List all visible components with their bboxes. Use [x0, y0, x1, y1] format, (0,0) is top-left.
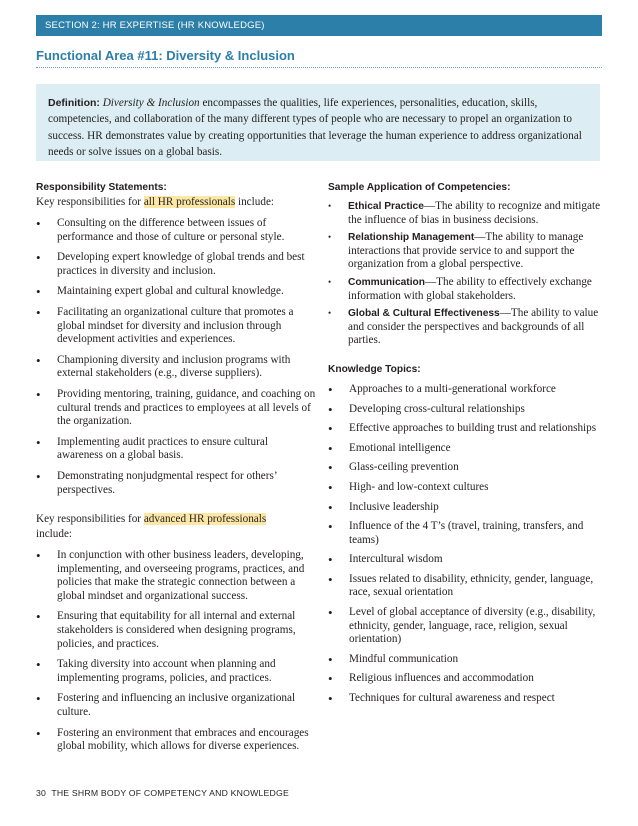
competency-term: Communication [348, 276, 425, 288]
list-item: • Glass-ceiling prevention [328, 461, 604, 475]
footer-title: THE SHRM BODY OF COMPETENCY AND KNOWLEDGE [51, 788, 289, 798]
list-item: • Facilitating an organizational culture that promotes a global mindset for diversity and inclusion through development activities and experiences. [36, 306, 316, 347]
section-label: SECTION 2: HR EXPERTISE (HR KNOWLEDGE) [45, 20, 265, 31]
page-title: Functional Area #11: Diversity & Inclusion [36, 48, 295, 63]
intro-text: include: [235, 196, 275, 208]
list-item: • Emotional intelligence [328, 442, 604, 456]
competency-term: Global & Cultural Effectiveness [348, 308, 500, 320]
page-footer [36, 788, 289, 798]
list-item: • Taking diversity into account when planning and implementing programs, policies, and practices. [36, 658, 316, 685]
list-item [328, 307, 604, 348]
all-hr-intro [36, 195, 316, 210]
competency-text: —The ability to value and consider the perspectives and backgrounds of all parties. [348, 307, 599, 347]
definition-label: Definition: [48, 97, 100, 109]
competency-term: Ethical Practice [348, 201, 424, 212]
list-item: • Intercultural wisdom [328, 553, 604, 567]
sample-heading: Sample Application of Competencies: [328, 182, 511, 193]
page-number: 30 [36, 788, 47, 798]
competency-text: —The ability to effectively exchange information with global stakeholders. [348, 275, 592, 302]
section-banner [36, 15, 602, 36]
list-item: • Fostering an environment that embraces and encourages global mobility, which allows for diverse experiences. [36, 727, 316, 754]
responsibility-heading: Responsibility Statements: [36, 182, 167, 193]
title-divider [36, 67, 602, 68]
list-item: • Issues related to disability, ethnicity, gender, language, race, sexual orientation [328, 573, 604, 600]
list-item: • Techniques for cultural awareness and respect [328, 692, 604, 706]
list-item: • Providing mentoring, training, guidance, and coaching on cultural trends and practices to employees at all levels of the organization. [36, 388, 316, 429]
list-item: • In conjunction with other business leaders, developing, implementing, and overseeing programs, practices, and policies that make the strategic connection between a global mindset and organizational success. [36, 549, 316, 603]
list-item [328, 231, 604, 272]
highlight-advanced-hr: advanced HR professionals [143, 513, 267, 526]
list-item: • Consulting on the difference between issues of performance and those of culture or personal style. [36, 217, 316, 244]
list-item: • Inclusive leadership [328, 501, 604, 515]
list-item: • Level of global acceptance of diversity (e.g., disability, ethnicity, gender, language, race, religion, sexual orientation) [328, 606, 604, 647]
all-hr-list [36, 217, 316, 497]
list-item: • Approaches to a multi-generational workforce [328, 383, 604, 397]
intro-text: include: [36, 528, 73, 541]
list-item: • Championing diversity and inclusion programs with external stakeholders (e.g., diverse suppliers). [36, 354, 316, 381]
knowledge-heading: Knowledge Topics: [328, 363, 421, 375]
list-item: • Demonstrating nonjudgmental respect for others’ perspectives. [36, 470, 316, 497]
competency-text: —The ability to manage interactions that provide service to and support the organization from a global perspective. [348, 231, 584, 271]
definition-box [36, 84, 600, 161]
definition-text: encompasses the qualities, life experiences, personalities, education, skills, competencies, and collaboration of the many different types of people who are necessary to propel an organization to success. HR demonstrates value by creating opportunities that leverage the human experience to address organizational needs or solve issues on a global basis. [48, 97, 582, 158]
list-item: • High- and low-context cultures [328, 481, 604, 495]
knowledge-list [328, 383, 604, 706]
list-item: • Implementing audit practices to ensure cultural awareness on a global basis. [36, 436, 316, 463]
highlight-all-hr: all HR professionals [143, 196, 236, 208]
list-item: • Mindful communication [328, 653, 604, 667]
competency-term: Relationship Management [348, 232, 475, 244]
list-item [328, 276, 604, 303]
list-item: • Developing cross-cultural relationships [328, 403, 604, 417]
list-item: • Religious influences and accommodation [328, 672, 604, 686]
list-item: • Developing expert knowledge of global trends and best practices in diversity and inclusion. [36, 251, 316, 278]
intro-text: Key responsibilities for [36, 196, 144, 208]
advanced-hr-list [36, 549, 316, 754]
list-item [328, 200, 604, 227]
list-item: • Ensuring that equitability for all internal and external stakeholders is considered when designing programs, policies, and practices. [36, 610, 316, 651]
list-item: • Maintaining expert global and cultural knowledge. [36, 285, 316, 299]
list-item: • Fostering and influencing an inclusive organizational culture. [36, 692, 316, 719]
sample-list [328, 200, 604, 348]
definition-term: Diversity & Inclusion [102, 97, 200, 109]
competencies-column [328, 181, 604, 706]
intro-text: Key responsibilities for [36, 513, 144, 526]
advanced-hr-intro [36, 512, 316, 542]
list-item: • Influence of the 4 T’s (travel, training, transfers, and teams) [328, 520, 604, 547]
competency-text: —The ability to recognize and mitigate the influence of bias in business decisions. [348, 200, 601, 226]
list-item: • Effective approaches to building trust and relationships [328, 422, 604, 436]
responsibility-column [36, 181, 316, 754]
